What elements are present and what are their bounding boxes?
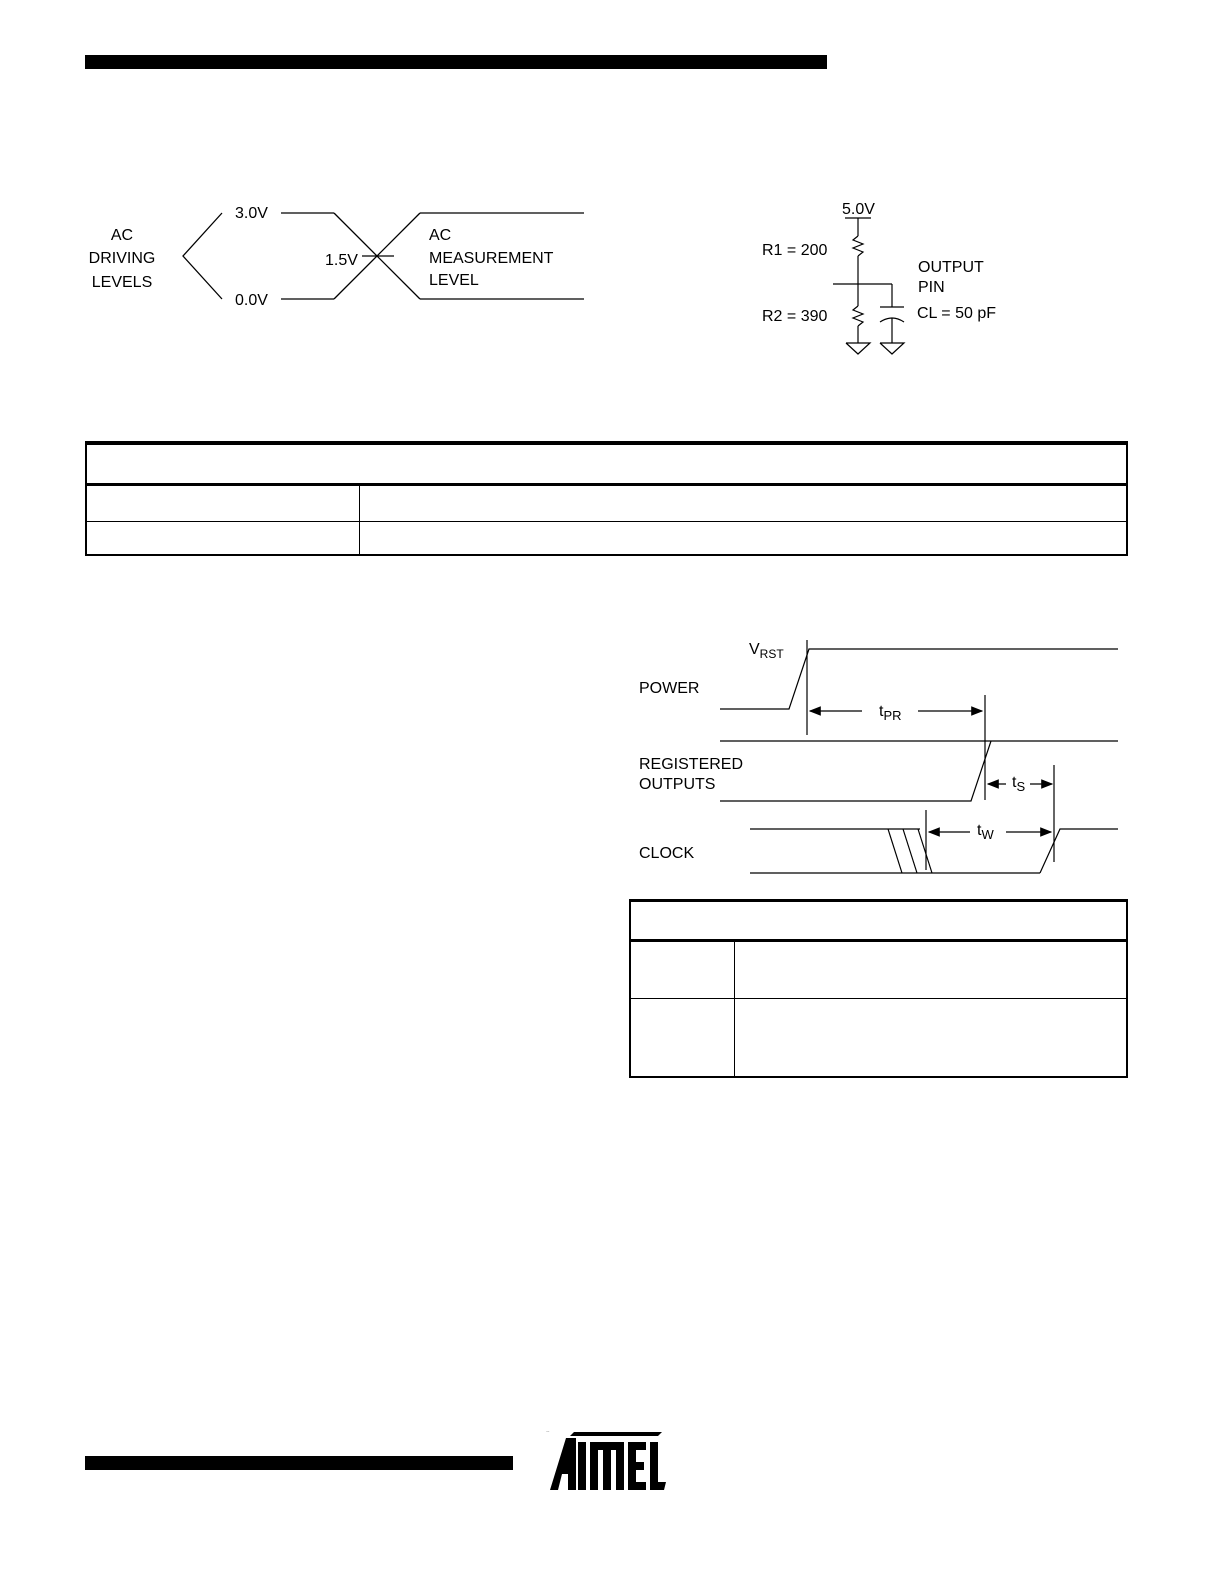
high-level-label: 3.0V: [235, 205, 268, 222]
narrow-table-header: [631, 902, 1126, 942]
r2-label: R2 = 390: [762, 308, 828, 325]
output-pin-label-line-2: PIN: [918, 279, 945, 296]
narrow-table-column-divider: [734, 942, 735, 1076]
ac-measurement-label-line-1: AC: [429, 227, 452, 244]
atmel-logo-text: ATMEL: [546, 1432, 550, 1433]
narrow-table: [629, 899, 1128, 1078]
atmel-logo: [546, 1432, 668, 1492]
narrow-table-row: [631, 999, 1126, 1077]
tw-label: $t_W$: [977, 822, 994, 842]
clock-label: CLOCK: [639, 845, 695, 862]
footer-bar: [85, 1456, 513, 1470]
ac-measurement-label-line-2: MEASUREMENT: [429, 250, 554, 267]
low-level-label: 0.0V: [235, 292, 268, 309]
narrow-table-row: [631, 942, 1126, 999]
ts-label: $t_S$: [1012, 774, 1026, 794]
r1-label: R1 = 200: [762, 242, 828, 259]
ac-driving-label-line-3: LEVELS: [91, 274, 153, 291]
output-pin-label-line-1: OUTPUT: [918, 259, 984, 276]
vrst-label: $V_{RST}$: [749, 641, 784, 661]
ac-driving-label-line-1: AC: [110, 227, 134, 244]
registered-outputs-label-line-1: REGISTERED: [639, 756, 744, 773]
tpr-label: $t_{PR}$: [879, 703, 902, 723]
cl-label: CL = 50 pF: [917, 305, 997, 322]
ac-measurement-label-line-3: LEVEL: [429, 272, 479, 289]
supply-voltage-label: 5.0V: [842, 201, 875, 218]
mid-level-label: 1.5V: [325, 252, 358, 269]
power-label: POWER: [639, 680, 700, 697]
ac-driving-label-line-2: DRIVING: [88, 250, 156, 267]
registered-outputs-label-line-2: OUTPUTS: [639, 776, 716, 793]
